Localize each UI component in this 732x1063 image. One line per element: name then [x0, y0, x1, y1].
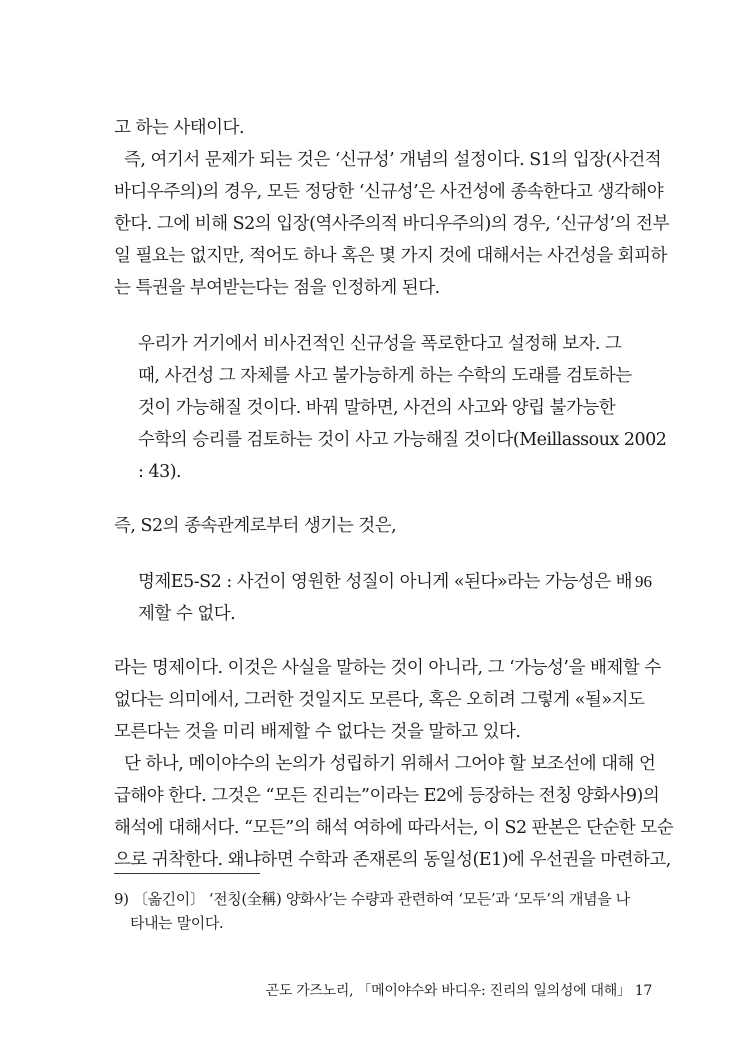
- proposition-text-line: 명제E5-S2 : 사건이 영원한 성질이 아니게 «된다»라는 가능성은 배: [138, 572, 633, 592]
- footnote-line: 9) 〔옮긴이〕 ‘전칭(全稱) 양화사’는 수량과 관련하여 ‘모든’과 ‘모두’의 개념을 나: [114, 890, 630, 908]
- body-text-line: 바디우주의)의 경우, 모든 정당한 ‘신규성’은 사건성에 종속한다고 생각해야: [114, 182, 664, 202]
- body-text-line: 단 하나, 메이야수의 논의가 성립하기 위해서 그어야 할 보조선에 대해 언: [124, 754, 656, 774]
- body-text-line: 한다. 그에 비해 S2의 입장(역사주의적 바디우주의)의 경우, ‘신규성’의 전부: [114, 214, 669, 234]
- quote-text-line: : 43).: [138, 462, 182, 482]
- body-text-line: 일 필요는 없지만, 적어도 하나 혹은 몇 가지 것에 대해서는 사건성을 회피하: [114, 246, 667, 266]
- body-text-line: 라는 명제이다. 이것은 사실을 말하는 것이 아니라, 그 ‘가능성’을 배제할 수: [114, 658, 661, 678]
- body-text-line: 급해야 한다. 그것은 “모든 진리는”이라는 E2에 등장하는 전칭 양화사9)의: [114, 786, 660, 806]
- body-text-line: 고 하는 사태이다.: [114, 118, 245, 138]
- body-text-line: 는 특권을 부여받는다는 점을 인정하게 된다.: [114, 278, 440, 298]
- quote-text-line: 때, 사건성 그 자체를 사고 불가능하게 하는 수학의 도래를 검토하는: [138, 366, 632, 386]
- footnote-rule: [114, 873, 260, 874]
- quote-text-line: 수학의 승리를 검토하는 것이 사고 가능해질 것이다(Meillassoux 2002: [138, 430, 667, 450]
- body-text-line: 즉, 여기서 문제가 되는 것은 ‘신규성’ 개념의 설정이다. S1의 입장(사건적: [124, 150, 662, 170]
- body-text-line: 없다는 의미에서, 그러한 것일지도 모른다, 혹은 오히려 그렇게 «될»지도: [114, 690, 645, 710]
- footnote-line: 타내는 말이다.: [130, 914, 224, 932]
- quote-text-line: 우리가 거기에서 비사건적인 신규성을 폭로한다고 설정해 보자. 그: [138, 334, 622, 354]
- proposition-text-line: 제할 수 없다.: [138, 604, 236, 624]
- body-text-line: 해석에 대해서다. “모든”의 해석 여하에 따라서는, 이 S2 판본은 단순한 모순: [114, 818, 674, 838]
- body-text-line: 즉, S2의 종속관계로부터 생기는 것은,: [114, 516, 397, 536]
- running-footer: 곤도 가즈노리, 「메이야수와 바디우: 진리의 일의성에 대해」 17: [265, 983, 652, 999]
- quote-text-line: 것이 가능해질 것이다. 바꿔 말하면, 사건의 사고와 양립 불가능한: [138, 398, 616, 418]
- margin-page-number: 96: [635, 572, 652, 591]
- body-text-line: 으로 귀착한다. 왜냐하면 수학과 존재론의 동일성(E1)에 우선권을 마련하고,: [114, 850, 671, 870]
- body-text-line: 모른다는 것을 미리 배제할 수 없다는 것을 말하고 있다.: [114, 722, 521, 742]
